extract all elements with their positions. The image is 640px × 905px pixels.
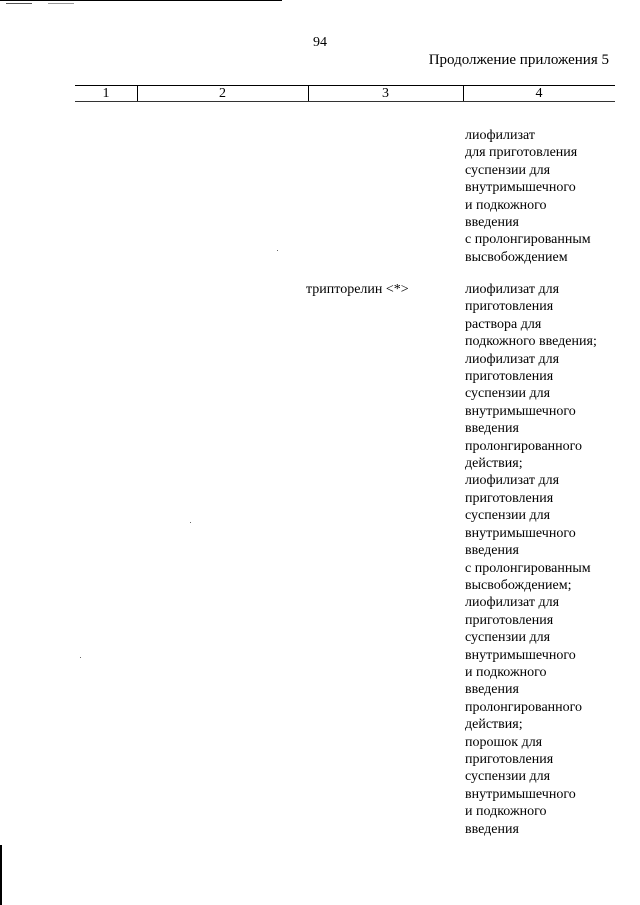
- dosage-form-line: введения: [465, 215, 519, 231]
- column-number-1: 1: [102, 86, 110, 101]
- dosage-form-line: внутримышечного: [465, 647, 576, 663]
- dosage-form-line: введения: [465, 821, 519, 837]
- scan-artifact-line: [0, 0, 282, 1]
- dosage-form-line: лиофилизат для: [465, 595, 560, 611]
- scan-artifact-mark: [6, 3, 32, 4]
- page-number: 94: [313, 35, 327, 50]
- dosage-form-line: и подкожного: [465, 804, 547, 820]
- dosage-form-line: лиофилизат для: [465, 282, 560, 297]
- dosage-form-line: пролонгированного: [465, 438, 583, 454]
- dosage-form-line: и подкожного: [465, 197, 547, 213]
- dosage-forms-cell: [465, 281, 597, 838]
- scan-artifact-edge: [0, 845, 2, 905]
- dosage-form-line: раствора для: [465, 316, 542, 332]
- dosage-form-line: внутримышечного: [465, 403, 576, 419]
- dosage-form-line: действия;: [465, 456, 523, 472]
- dosage-form-line: и подкожного: [465, 664, 547, 680]
- dosage-form-line: внутримышечного: [465, 786, 576, 802]
- dosage-form-line: введения: [465, 543, 519, 559]
- dosage-form-line: пролонгированного: [465, 699, 583, 715]
- dosage-form-line: суспензии для: [465, 162, 551, 178]
- dosage-form-line: суспензии для: [465, 630, 551, 646]
- dosage-form-line: для приготовления: [465, 145, 578, 161]
- dosage-form-line: внутримышечного: [465, 525, 576, 541]
- dosage-form-line: с пролонгированным: [465, 560, 591, 576]
- dosage-form-line: приготовления: [465, 490, 554, 506]
- column-number-3: 3: [382, 86, 389, 101]
- drug-name: трипторелин <*>: [306, 282, 409, 297]
- dosage-form-line: с пролонгированным: [465, 232, 591, 248]
- dosage-form-line: высвобождением;: [465, 577, 572, 593]
- dosage-form-line: суспензии для: [465, 769, 551, 785]
- column-number-2: 2: [219, 86, 226, 101]
- dosage-form-line: лиофилизат: [465, 128, 536, 143]
- dosage-form-line: введения: [465, 421, 519, 437]
- dosage-form-line: суспензии для: [465, 508, 551, 524]
- dosage-form-line: приготовления: [465, 369, 554, 385]
- continuation-heading: Продолжение приложения 5: [428, 52, 609, 68]
- dosage-form-line: лиофилизат для: [465, 351, 560, 367]
- dosage-forms-cell-continued: [465, 127, 591, 266]
- dosage-form-line: приготовления: [465, 299, 554, 315]
- scan-artifact-mark: [48, 3, 74, 4]
- dosage-form-line: действия;: [465, 717, 523, 733]
- drug-name-cell: [306, 281, 409, 298]
- dosage-form-line: внутримышечного: [465, 180, 576, 196]
- scan-dust: [190, 522, 191, 523]
- dosage-form-line: лиофилизат для: [465, 473, 560, 489]
- scan-dust: [80, 657, 81, 658]
- scan-dust: [277, 250, 278, 251]
- dosage-form-line: подкожного введения;: [465, 334, 597, 350]
- dosage-form-line: приготовления: [465, 751, 554, 767]
- column-number-4: 4: [535, 86, 543, 101]
- dosage-form-line: суспензии для: [465, 386, 551, 402]
- dosage-form-line: порошок для: [465, 734, 543, 750]
- dosage-form-line: приготовления: [465, 612, 554, 628]
- dosage-form-line: введения: [465, 682, 519, 698]
- dosage-form-line: высвобождением: [465, 249, 568, 265]
